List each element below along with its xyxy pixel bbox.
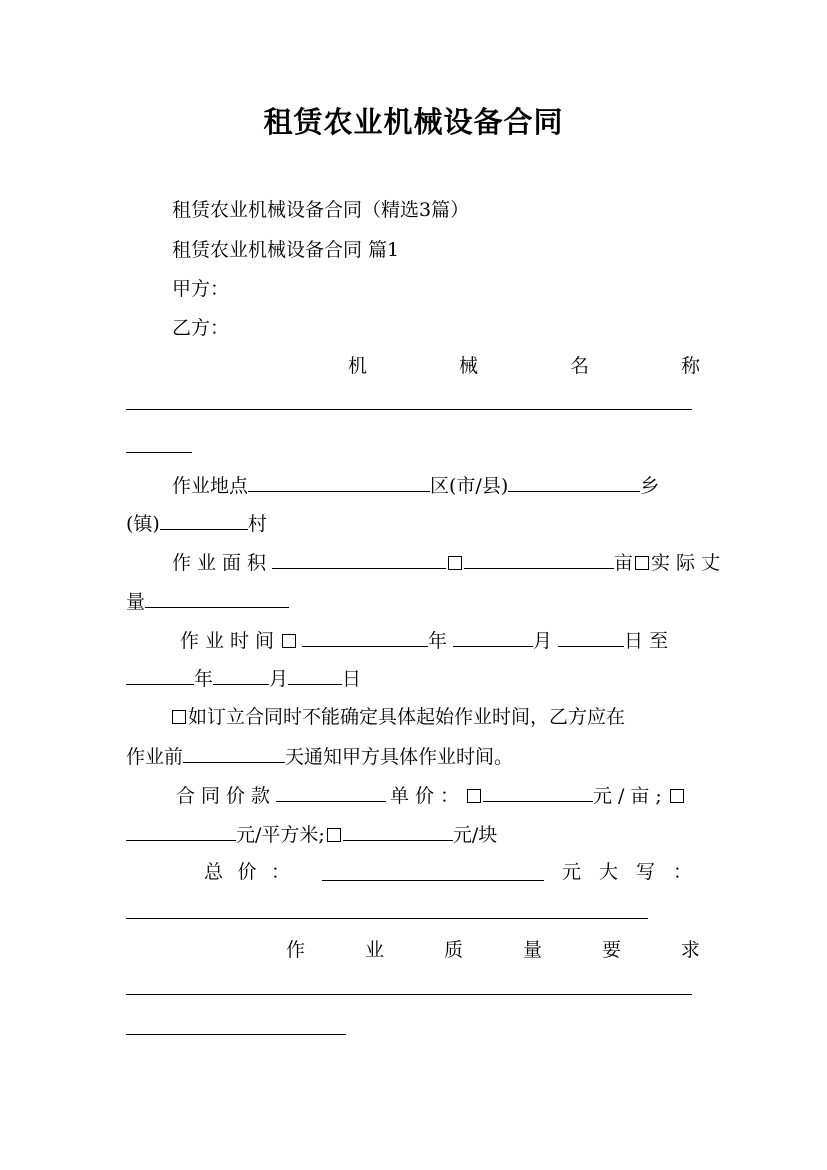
notice-line: 如订立合同时不能确定具体起始作业时间，乙方应在 [172,705,625,729]
checkbox-area-1[interactable] [448,556,462,570]
price-per-block-blank[interactable] [343,821,453,841]
total-uppercase-label: 元 大 写 ： [562,861,692,883]
intro-line: 租赁农业机械设备合同（精选3篇） [172,199,470,221]
checkbox-actual-measure[interactable] [635,556,649,570]
township-blank[interactable] [508,472,640,492]
time-line: 作业时间 年 月 日至 [180,627,668,651]
machine-name-label: 机 械 名 称 [348,355,700,377]
village-blank[interactable] [160,510,248,530]
notice-days-blank[interactable] [183,743,285,763]
end-month-blank[interactable] [213,665,269,685]
checkbox-per-mu[interactable] [467,789,481,803]
area-blank-2[interactable] [464,549,614,569]
machine-name-blank[interactable] [126,409,692,410]
machine-name-blank-cont[interactable] [126,452,192,453]
party-a-label: 甲方： [172,278,230,300]
end-day-blank[interactable] [288,665,342,685]
area-line: 作业面积 亩 实际丈 [172,549,726,573]
quality-requirements-label: 作 业 质 量 要 求 [286,939,700,961]
total-price-blank[interactable] [322,880,544,881]
measure-blank[interactable] [145,588,289,608]
price-blank[interactable] [276,782,386,802]
location-line: 作业地点 区(市/县) 乡 [172,472,659,496]
notice-line-2: 作业前 天通知甲方具体作业时间。 [126,743,513,767]
part-heading: 租赁农业机械设备合同 篇1 [172,239,400,261]
start-year-blank[interactable] [302,627,428,647]
price-line-2: 元/平方米; 元/块 [126,821,497,845]
area-line-2: 量 [126,588,289,612]
county-blank[interactable] [248,472,430,492]
checkbox-per-block[interactable] [327,828,341,842]
party-b-label: 乙方： [172,317,230,339]
start-month-blank[interactable] [453,627,533,647]
price-per-sqm-blank[interactable] [126,821,236,841]
location-line-2: (镇) 村 [126,510,267,534]
checkbox-time[interactable] [282,634,296,648]
price-per-mu-blank[interactable] [483,782,593,802]
checkbox-notice[interactable] [172,710,186,724]
end-year-blank[interactable] [126,665,194,685]
start-day-blank[interactable] [558,627,624,647]
total-price-label: 总 价 ： [204,861,290,883]
quality-blank-cont[interactable] [126,1034,346,1035]
time-line-2: 年 月 日 [126,665,361,689]
quality-blank[interactable] [126,994,692,995]
document-title: 租赁农业机械设备合同 [263,105,564,139]
checkbox-per-sqm[interactable] [670,789,684,803]
price-line: 合同价款 单价： 元/亩; [176,782,686,806]
total-uppercase-blank[interactable] [126,918,648,919]
area-blank-1[interactable] [272,549,446,569]
